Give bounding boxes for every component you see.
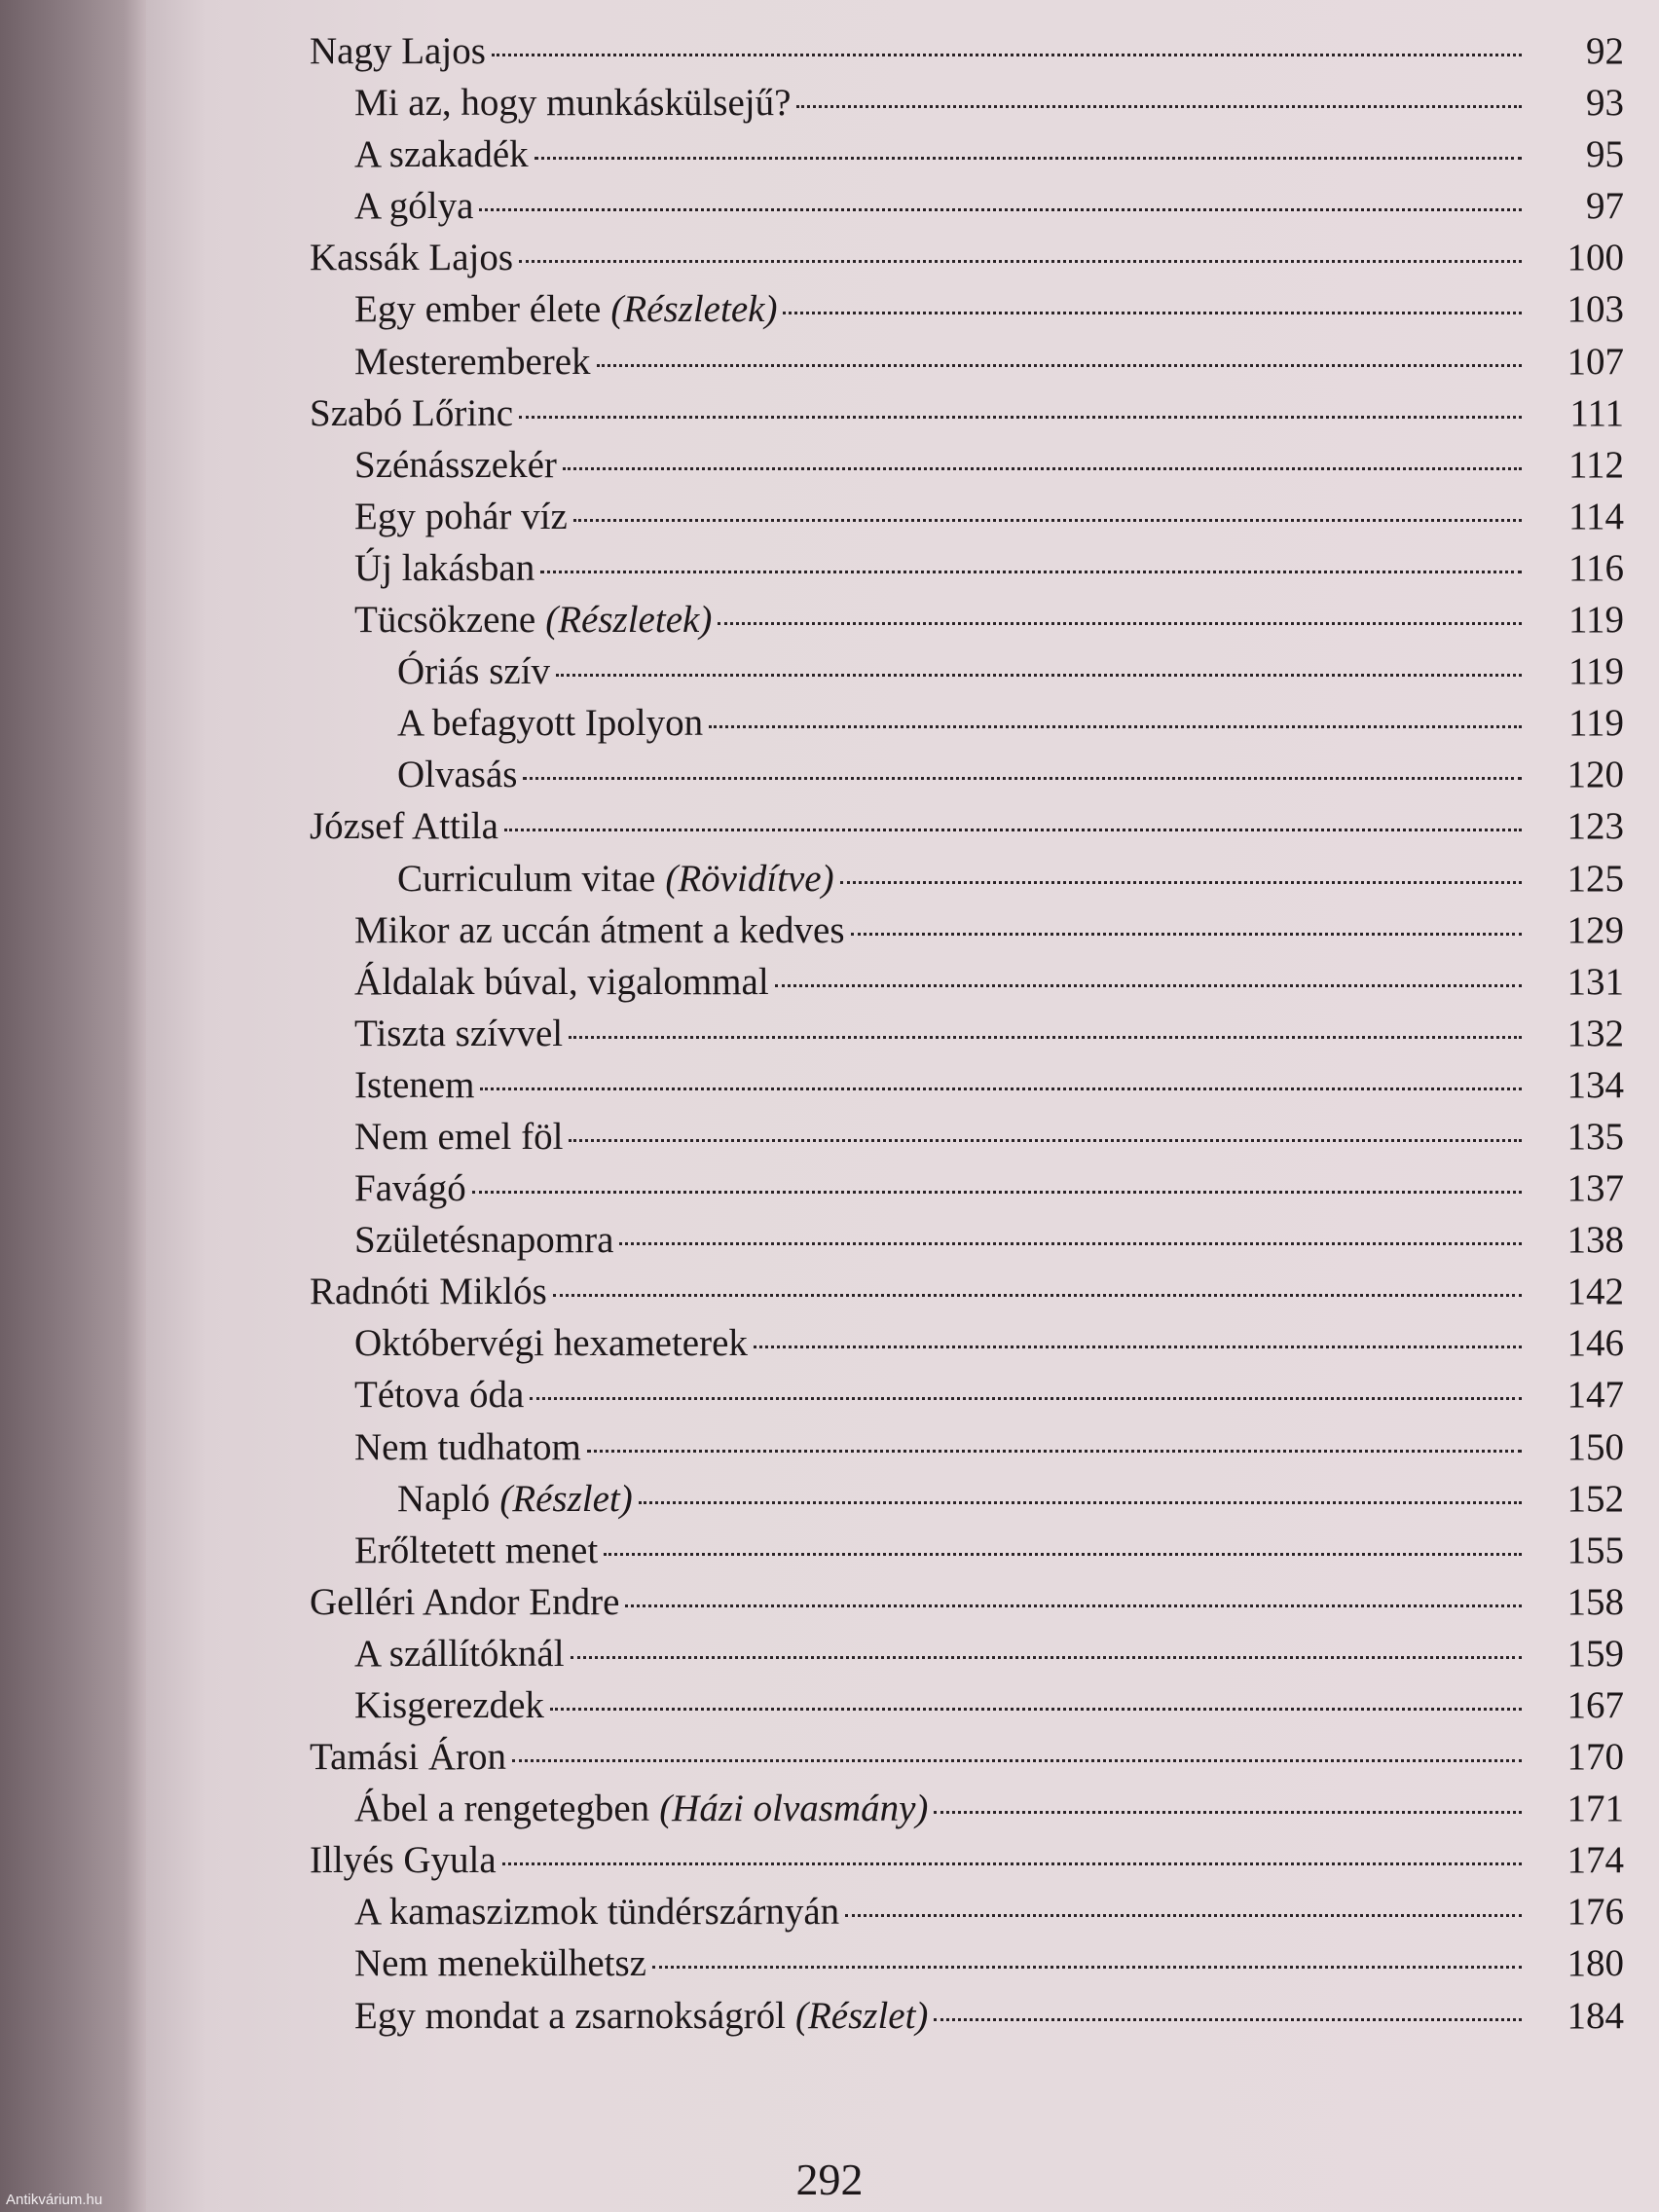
toc-entry-title: Ábel a rengetegben (354, 1788, 650, 1830)
dot-leader (851, 933, 1522, 936)
toc-entry-title: Egy pohár víz (354, 495, 568, 537)
toc-entry-title: Mi az, hogy munkáskülsejű? (354, 82, 792, 125)
watermark: Antikvárium.hu (6, 2192, 103, 2208)
toc-entry (310, 1373, 1624, 1424)
toc-entry-page: 176 (1567, 1891, 1624, 1934)
toc-entry (310, 804, 1624, 856)
toc-entry (310, 701, 1624, 753)
toc-entry-title: Nem emel föl (354, 1115, 564, 1158)
toc-entry (310, 1735, 1624, 1787)
toc-entry-title: Szabó Lőrinc (310, 391, 514, 434)
dot-leader (571, 1656, 1522, 1659)
toc-entry (310, 236, 1624, 287)
dot-leader (569, 1036, 1522, 1039)
toc-entry-page: 95 (1586, 133, 1624, 176)
toc-entry-title: Erőltetett menet (354, 1529, 599, 1571)
toc-entry-page: 114 (1567, 495, 1624, 537)
toc-entry (310, 1941, 1624, 1993)
toc-entry (310, 495, 1624, 546)
dot-leader (569, 1139, 1522, 1142)
toc-entry-page: 159 (1567, 1632, 1624, 1675)
toc-entry-page: 142 (1567, 1271, 1624, 1313)
toc-entry-title: Radnóti Miklós (310, 1271, 547, 1313)
toc-entry-title: Egy ember élete (354, 288, 602, 331)
dot-leader (597, 364, 1522, 367)
toc-entry (310, 81, 1624, 132)
toc-entry-page: 155 (1567, 1529, 1624, 1571)
toc-entry-note: (Részletek) (545, 599, 713, 642)
dot-leader (523, 777, 1522, 780)
toc-entry-page: 170 (1567, 1736, 1624, 1779)
toc-entry-title: Tücsökzene (354, 599, 536, 642)
dot-leader (934, 2018, 1522, 2021)
toc-entry-page: 132 (1567, 1012, 1624, 1054)
toc-entry (310, 132, 1624, 184)
toc-entry-title: A kamaszizmok tündérszárnyán (354, 1891, 840, 1934)
toc-entry-title: Óriás szív (397, 650, 551, 693)
toc-entry (310, 1994, 1624, 2046)
toc-entry (310, 1012, 1624, 1063)
toc-entry-page: 158 (1567, 1580, 1624, 1623)
toc-entry-page: 107 (1567, 340, 1624, 383)
dot-leader (512, 1759, 1522, 1762)
table-of-contents (310, 29, 1624, 2046)
toc-entry-title: Curriculum vitae (397, 857, 656, 900)
toc-entry-title: A szakadék (354, 133, 529, 176)
dot-leader (754, 1346, 1522, 1348)
toc-entry-page: 150 (1567, 1425, 1624, 1468)
toc-entry-page: 92 (1586, 30, 1624, 72)
toc-entry-title: Szénásszekér (354, 443, 557, 486)
dot-leader (480, 1088, 1522, 1090)
toc-entry-page: 134 (1567, 1063, 1624, 1106)
toc-entry-page: 125 (1567, 857, 1624, 900)
toc-entry (310, 1321, 1624, 1373)
toc-entry-page: 119 (1567, 599, 1624, 642)
toc-entry-page: 103 (1567, 288, 1624, 331)
toc-entry-title: Kassák Lajos (310, 237, 514, 279)
toc-entry (310, 598, 1624, 649)
toc-entry (310, 443, 1624, 495)
dot-leader (783, 312, 1522, 314)
dot-leader (709, 725, 1522, 728)
toc-entry (310, 857, 1624, 908)
toc-entry-page: 123 (1567, 805, 1624, 848)
toc-entry-page: 93 (1586, 82, 1624, 125)
toc-entry-page: 111 (1569, 391, 1624, 434)
toc-entry-page: 180 (1567, 1942, 1624, 1985)
toc-entry-note: (Rövidítve) (665, 857, 834, 900)
toc-entry-title: Mikor az uccán átment a kedves (354, 908, 845, 951)
toc-entry-title: Tiszta szívvel (354, 1012, 564, 1054)
toc-entry (310, 1890, 1624, 1941)
toc-entry (310, 1166, 1624, 1218)
toc-entry-title: Egy mondat a zsarnokságról (354, 1994, 786, 2037)
dot-leader (718, 622, 1522, 625)
toc-entry-page: 119 (1567, 650, 1624, 693)
toc-entry-page: 100 (1567, 237, 1624, 279)
toc-entry-page: 120 (1567, 754, 1624, 796)
toc-entry-title: Tétova óda (354, 1374, 525, 1417)
dot-leader (479, 208, 1522, 211)
page-number: 292 (795, 2155, 864, 2204)
toc-entry (310, 1529, 1624, 1580)
toc-entry (310, 1425, 1624, 1477)
toc-entry-title: Gelléri Andor Endre (310, 1580, 620, 1623)
toc-entry-title: Istenem (354, 1063, 475, 1106)
toc-entry-page: 138 (1567, 1219, 1624, 1262)
toc-entry-title: Mesteremberek (354, 340, 591, 383)
toc-entry-title: Születésnapomra (354, 1219, 614, 1262)
toc-entry-page: 112 (1567, 443, 1624, 486)
toc-entry-title: A szállítóknál (354, 1632, 565, 1675)
toc-entry-title: Áldalak búval, vigalommal (354, 960, 769, 1003)
toc-entry-page: 131 (1567, 960, 1624, 1003)
toc-entry (310, 1218, 1624, 1270)
toc-entry (310, 1787, 1624, 1838)
toc-entry (310, 649, 1624, 701)
toc-entry-title: Kisgerezdek (354, 1684, 544, 1726)
dot-leader (934, 1811, 1522, 1814)
toc-entry (310, 1063, 1624, 1115)
book-spine (0, 0, 146, 2212)
toc-entry-page: 137 (1567, 1167, 1624, 1210)
dot-leader (519, 260, 1522, 263)
toc-entry-title: József Attila (310, 805, 498, 848)
dot-leader (587, 1450, 1522, 1453)
dot-leader (775, 984, 1522, 987)
toc-entry-page: 171 (1567, 1788, 1624, 1830)
toc-entry (310, 340, 1624, 391)
toc-entry (310, 184, 1624, 236)
toc-entry (310, 1580, 1624, 1632)
toc-entry-page: 116 (1567, 546, 1624, 589)
toc-entry-page: 146 (1567, 1322, 1624, 1365)
toc-entry-page: 129 (1567, 908, 1624, 951)
toc-entry-title: Illyés Gyula (310, 1839, 497, 1882)
dot-leader (625, 1604, 1522, 1607)
toc-entry-note: (Részlet) (499, 1477, 633, 1520)
dot-leader (535, 157, 1522, 160)
toc-entry-title: A befagyott Ipolyon (397, 702, 704, 745)
toc-entry-title: Favágó (354, 1167, 466, 1210)
toc-entry (310, 546, 1624, 598)
toc-entry-title: Napló (397, 1477, 491, 1520)
toc-entry-note: (Házi olvasmány) (659, 1788, 929, 1830)
dot-leader (504, 829, 1522, 831)
dot-leader (502, 1862, 1522, 1865)
dot-leader (519, 416, 1522, 419)
dot-leader (550, 1708, 1522, 1711)
toc-entry-page: 97 (1586, 185, 1624, 228)
toc-entry-page: 152 (1567, 1477, 1624, 1520)
dot-leader (604, 1553, 1522, 1556)
dot-leader (796, 105, 1522, 108)
toc-entry-title: A gólya (354, 185, 474, 228)
dot-leader (573, 519, 1522, 522)
toc-entry (310, 391, 1624, 443)
dot-leader (492, 54, 1522, 56)
toc-entry-title: Nem menekülhetsz (354, 1942, 646, 1985)
dot-leader (530, 1397, 1522, 1400)
toc-entry (310, 1477, 1624, 1529)
dot-leader (840, 881, 1522, 884)
dot-leader (563, 467, 1522, 470)
toc-entry-page: 184 (1567, 1994, 1624, 2037)
toc-entry-page: 135 (1567, 1115, 1624, 1158)
toc-entry-title: Nem tudhatom (354, 1425, 581, 1468)
toc-entry (310, 1632, 1624, 1683)
toc-entry-title: Októbervégi hexameterek (354, 1322, 748, 1365)
dot-leader (553, 1294, 1522, 1297)
dot-leader (472, 1191, 1522, 1194)
toc-entry-title: Tamási Áron (310, 1736, 506, 1779)
toc-entry (310, 908, 1624, 960)
toc-entry (310, 1115, 1624, 1166)
dot-leader (556, 674, 1522, 677)
toc-entry (310, 287, 1624, 339)
toc-entry-title: Új lakásban (354, 546, 535, 589)
toc-entry-page: 174 (1567, 1839, 1624, 1882)
toc-entry-page: 147 (1567, 1374, 1624, 1417)
dot-leader (845, 1914, 1522, 1917)
dot-leader (540, 571, 1522, 573)
toc-entry-title: Olvasás (397, 754, 518, 796)
toc-entry (310, 960, 1624, 1012)
toc-entry (310, 1838, 1624, 1890)
toc-entry-page: 119 (1567, 702, 1624, 745)
toc-entry-note: (Részlet) (794, 1994, 929, 2037)
toc-entry (310, 1683, 1624, 1735)
toc-entry (310, 29, 1624, 81)
toc-entry-page: 167 (1567, 1684, 1624, 1726)
toc-entry (310, 1270, 1624, 1321)
toc-entry-note: (Részletek) (610, 288, 778, 331)
toc-entry (310, 753, 1624, 804)
dot-leader (652, 1966, 1522, 1969)
dot-leader (639, 1501, 1522, 1504)
dot-leader (619, 1242, 1522, 1245)
toc-entry-title: Nagy Lajos (310, 30, 486, 72)
